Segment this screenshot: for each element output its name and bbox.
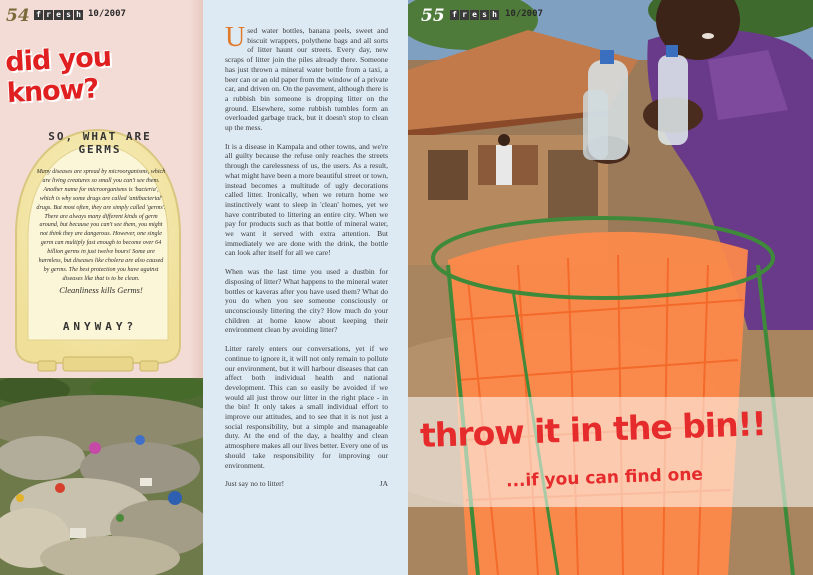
magazine-logo [450,10,499,20]
magazine-logo [34,10,83,20]
left-page [0,0,203,575]
article-headline: throw it in the bin!! [419,403,767,456]
garbage-dump-photo [0,378,203,575]
logo-letter: f [450,10,459,20]
page-number: 54 [6,6,30,26]
article-paragraph-text: sed water bottles, banana peels, sweet and biscuit wrappers, polythene bags and all sorts of litter haunt our streets. Every day, new scraps of litter join the piles already there. Someone has just thrown a mineral water bottle from a taxi, a beer can or an old paper from the window of a private car, and driven on. On the pavement, although there is a rubbish bin someone is dropping litter on the ground. Elsewhere, some rubbish tumbles form an overloaded garbage track, but it doesn't stop to clean up the mess. [225,26,388,133]
drop-cap: U [225,22,246,53]
germs-closing: ANYWAY? [62,320,138,333]
page-number: 55 [421,6,445,26]
article-body [225,22,388,489]
right-page [408,0,813,575]
issue-date: 10/2007 [505,9,543,19]
logo-letter: e [470,10,479,20]
germs-tagline: Cleanliness kills Germs! [59,285,143,295]
logo-letter: h [74,10,83,20]
garbage-pile-icon [0,378,203,575]
logo-letter: s [64,10,73,20]
signoff-text: Just say no to litter! [225,479,285,489]
author-initials: JA [379,479,388,489]
logo-letter: f [34,10,43,20]
section-title: did you know? [4,41,112,110]
logo-letter: r [44,10,53,20]
article-signoff [225,479,388,489]
article-paragraph: When was the last time you used a dustbin for disposing of litter? What happens to the mineral water bottles or kaveras after you have used them? What do you do when you see someone consciously or unconsciously littering the city? How much do your children at home know about keeping their environment clean by avoiding litter? [225,267,388,335]
article-page [203,0,408,575]
logo-letter: s [480,10,489,20]
article-paragraph: Litter rarely enters our conversations, yet if we continue to ignore it, it will not only remain to pollute our environment, but it will harbour diseases that can affect both individual health and national development. This can so easily be avoided if we would all just throw our litter in the right place - in the bin! It only takes a small individual effort to improve our attitudes, and to see that it is not just a social responsibility, but a simple and manageable duty. At the end of the day, a healthy and clean atmosphere makes all our lives better. Every one of us should take responsibility for improving our environment. [225,344,388,470]
logo-letter: r [460,10,469,20]
article-paragraph [225,22,388,133]
germs-body-text: Many diseases are spread by microorganisms, which are living creatures so small you can't see them. Another name for microorganisms is 'bacteria', which is why some drugs are called 'antibacterial' drugs. But most often, they are simply called 'germs'. There are always many different kinds of germ around, but because you can't see them, you might not think they are dangerous. However, one single germ can multiply fast enough to become over 64 billion germs in just twelve hours! Some are harmless, but diseases like cholera are also caused by germs. The best protection you have against diseases like that is to be clean. [36,169,166,282]
article-paragraph: It is a disease in Kampala and other towns, and we're all guilty because the refuse only reaches the streets through the carelessness of us, the users. As a result, what might have been a more beautiful street or town, instead becomes a multitude of ugly decorations called litter. Ironically, when we return home we instinctively want to sleep in 'clean' homes, yet we have contributed to littering an entire city. When we pay for products such as that bottle of mineral water, we want it served with extra attention. But immediately we are done with the drink, the bottle can look after itself for all we care! [225,141,388,258]
article-subhead: ...if you can find one [505,464,704,492]
logo-letter: h [490,10,499,20]
logo-letter: e [54,10,63,20]
issue-date: 10/2007 [88,9,126,19]
germs-question: SO, WHAT ARE GERMS [48,130,152,156]
